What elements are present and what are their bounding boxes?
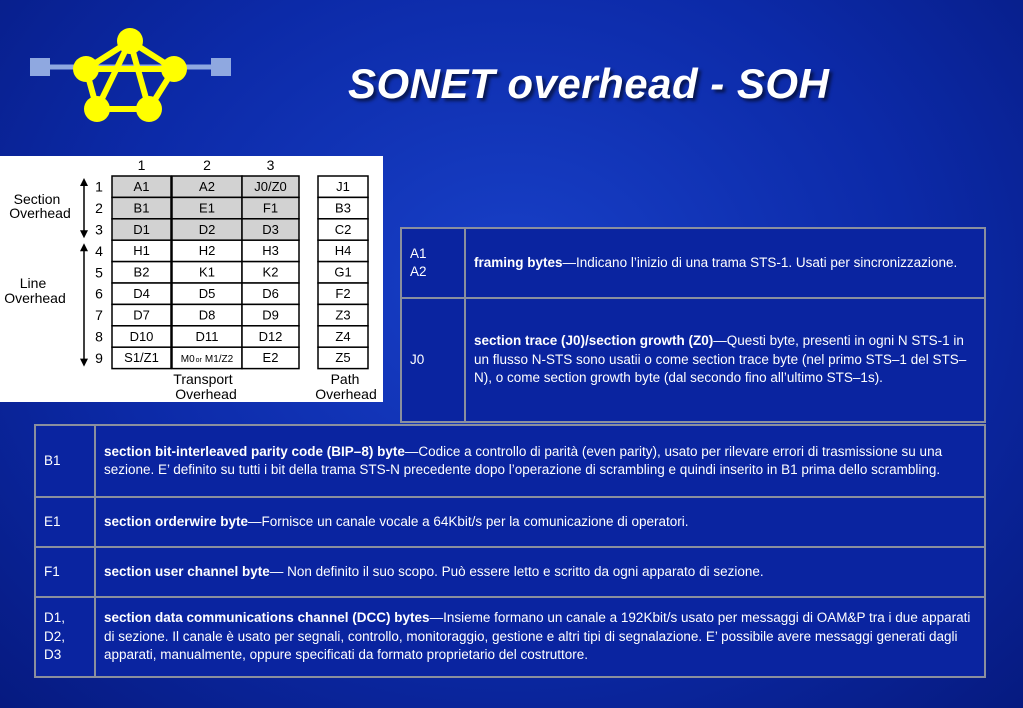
row-number: 9 xyxy=(95,349,103,366)
byte-description-cell xyxy=(95,425,985,497)
byte-term: framing bytes xyxy=(474,254,563,270)
path-cell-label: C2 xyxy=(334,221,352,237)
transport-cell-label: B1 xyxy=(133,200,150,216)
section-overhead-label: Section xyxy=(13,191,61,207)
table-row xyxy=(401,298,985,422)
table-section-bytes-top xyxy=(400,227,986,423)
page-title: SONET overhead - SOH xyxy=(348,60,830,107)
column-header: 3 xyxy=(266,157,275,173)
line-overhead-label: Overhead xyxy=(4,290,66,306)
path-overhead-label: Overhead xyxy=(315,386,377,402)
row-number: 5 xyxy=(95,264,103,281)
transport-overhead-label: Transport xyxy=(173,371,233,387)
transport-cell-label: M0or M1/Z2 xyxy=(180,354,234,366)
transport-cell-label: H2 xyxy=(198,243,216,259)
path-cell-label: G1 xyxy=(334,264,352,280)
transport-cell-label: A1 xyxy=(133,179,150,194)
byte-description: —Indicano l’inizio di una trama STS-1. Usati per sincronizzazione. xyxy=(562,254,958,270)
row-number: 1 xyxy=(95,178,103,195)
byte-code: B1 xyxy=(44,452,61,468)
byte-description: — Non definito il suo scopo. Può essere letto e scritto da ogni apparato di sezione. xyxy=(269,563,764,579)
row-number: 7 xyxy=(95,307,103,324)
byte-description-cell xyxy=(465,298,985,422)
transport-cell-label: E1 xyxy=(199,200,215,216)
section-overhead-label: Overhead xyxy=(9,205,71,221)
transport-cell-label: F1 xyxy=(262,200,279,216)
transport-cell-label: D9 xyxy=(262,307,279,323)
byte-code: E1 xyxy=(44,513,61,529)
transport-cell-label: K2 xyxy=(262,264,279,280)
byte-code-cell xyxy=(401,228,465,298)
row-number: 3 xyxy=(95,221,103,238)
transport-cell-label: J0/Z0 xyxy=(254,179,287,194)
table-section-bytes-bottom xyxy=(34,424,986,678)
byte-code-cell xyxy=(35,425,95,497)
transport-cell-label: E2 xyxy=(262,350,279,366)
path-overhead-label: Path xyxy=(330,371,360,387)
transport-cell-label: H3 xyxy=(262,243,279,259)
path-cell-label: B3 xyxy=(335,200,351,216)
byte-code-cell xyxy=(35,497,95,547)
table-row xyxy=(35,497,985,547)
transport-cell-label: D5 xyxy=(198,286,216,301)
byte-code: J0 xyxy=(410,351,425,367)
path-cell-label: Z3 xyxy=(335,307,351,323)
row-number: 4 xyxy=(95,242,103,259)
byte-term: section trace (J0)/section growth (Z0) xyxy=(474,333,714,349)
transport-cell-label: S1/Z1 xyxy=(124,350,159,366)
byte-description: —Codice a controllo di parità (even parity), usato per rilevare errori di trasmissione su una sezione. E’ definito su tutti i bit della trama STS-N precedente dopo l’operazione di scrambling e quindi inserito in B1 prima dello scrambling. xyxy=(104,443,943,477)
column-header: 1 xyxy=(137,157,146,173)
transport-overhead-label: Overhead xyxy=(175,386,237,402)
byte-description-cell xyxy=(95,497,985,547)
transport-cell-label: D12 xyxy=(258,328,283,344)
transport-cell-label: D3 xyxy=(262,221,279,237)
path-cell-label: J1 xyxy=(336,179,350,194)
transport-cell-label: D4 xyxy=(133,286,150,301)
path-cell-label: Z4 xyxy=(335,328,351,344)
byte-code-cell xyxy=(35,597,95,677)
byte-description: —Fornisce un canale vocale a 64Kbit/s per la comunicazione di operatori. xyxy=(248,513,689,529)
line-arrow-head-down xyxy=(80,359,88,367)
row-number: 2 xyxy=(95,200,103,217)
transport-cell-label: D10 xyxy=(129,328,154,344)
transport-cell-label: D11 xyxy=(195,328,219,344)
column-header: 2 xyxy=(203,157,211,173)
transport-cell-label: D6 xyxy=(262,286,279,301)
byte-description-cell xyxy=(465,228,985,298)
overhead-diagram xyxy=(0,156,383,402)
byte-description: —Questi byte, presenti in ogni N STS-1 in un flusso N-STS sono usatii o come section trace byte (nel primo STS–1 del STS–N), o come section growth byte (dal secondo fino all’ultimo STS–1s). xyxy=(474,333,967,386)
byte-description: —Insieme formano un canale a 192Kbit/s usato per messaggi di OAM&P tra i due apparati di sezione. Il canale è usato per segnali, controllo, monitoraggio, gestione e altri tipi di segnalazione. E’ possibile avere messaggi generati dagli apparati, manualmente, oppure specificati da formato proprietario del costruttore. xyxy=(104,610,971,663)
section-arrow-head-down xyxy=(80,230,88,238)
line-overhead-label: Line xyxy=(19,275,47,291)
byte-code-cell xyxy=(35,547,95,597)
table-row xyxy=(35,597,985,677)
table-row xyxy=(35,547,985,597)
table-row xyxy=(35,425,985,497)
row-number: 6 xyxy=(95,285,103,302)
path-cell-label: Z5 xyxy=(335,350,351,366)
path-cell-label: H4 xyxy=(334,243,352,259)
byte-term: section bit-interleaved parity code (BIP–8) byte xyxy=(104,443,405,459)
byte-code: D3 xyxy=(44,647,62,663)
byte-term: section data communications channel (DCC) bytes xyxy=(104,610,430,626)
transport-cell-label: K1 xyxy=(199,264,215,280)
byte-code-cell xyxy=(401,298,465,422)
transport-cell-label: A2 xyxy=(199,179,215,194)
section-arrow-head-up xyxy=(80,178,88,186)
byte-code: D2, xyxy=(44,628,66,644)
byte-term: section user channel byte xyxy=(104,563,270,579)
transport-cell-label: H1 xyxy=(133,243,150,259)
line-arrow-head-up xyxy=(80,243,88,251)
byte-term: section orderwire byte xyxy=(104,513,249,529)
table-row xyxy=(401,228,985,298)
byte-code: F1 xyxy=(44,563,60,579)
path-cell-label: F2 xyxy=(335,286,351,301)
transport-cell-label: B2 xyxy=(133,264,150,280)
network-logo-icon xyxy=(28,24,234,128)
byte-description-cell xyxy=(95,547,985,597)
row-number: 8 xyxy=(95,328,103,345)
transport-cell-label: D1 xyxy=(133,221,150,237)
transport-cell-label: D2 xyxy=(198,221,216,237)
byte-code: D1, xyxy=(44,610,66,626)
transport-cell-label: D8 xyxy=(198,307,216,323)
transport-cell-label: D7 xyxy=(133,307,150,323)
byte-code: A1 xyxy=(410,245,427,261)
byte-description-cell xyxy=(95,597,985,677)
byte-code: A2 xyxy=(410,264,427,279)
